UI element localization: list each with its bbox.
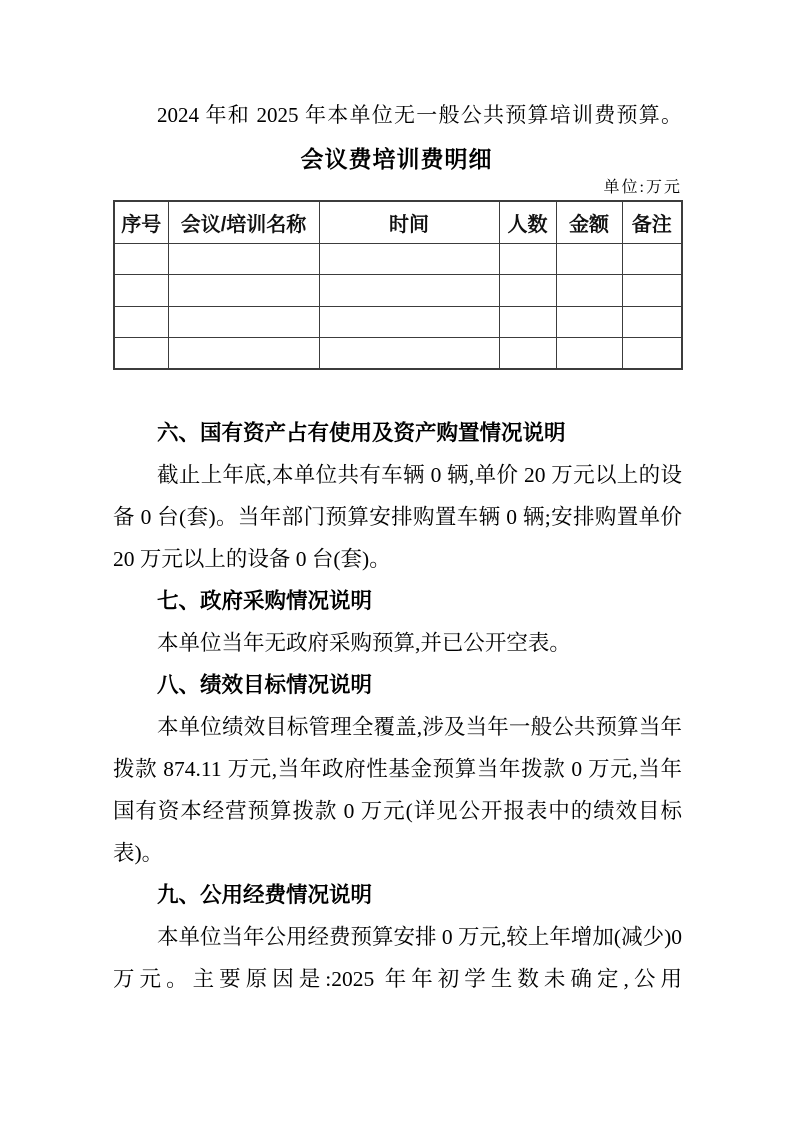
column-header-index: 序号 bbox=[114, 201, 168, 243]
table-cell bbox=[114, 306, 168, 338]
table-cell bbox=[556, 275, 622, 307]
table-cell bbox=[556, 306, 622, 338]
text-sections bbox=[113, 412, 682, 1000]
table-title: 会议费培训费明细 bbox=[300, 146, 493, 172]
section-heading-8: 八、绩效目标情况说明 bbox=[157, 673, 373, 697]
table-cell bbox=[168, 306, 319, 338]
table-cell bbox=[168, 275, 319, 307]
column-header-remarks: 备注 bbox=[622, 201, 682, 243]
section-heading-7: 七、政府采购情况说明 bbox=[157, 589, 373, 613]
table-cell bbox=[114, 243, 168, 275]
section-heading-9: 九、公用经费情况说明 bbox=[157, 883, 373, 907]
table-cell bbox=[319, 275, 499, 307]
table-cell bbox=[319, 338, 499, 370]
table-row bbox=[114, 275, 682, 307]
unit-note: 单位:万元 bbox=[603, 179, 682, 196]
column-header-time: 时间 bbox=[319, 201, 499, 243]
meeting-training-table bbox=[113, 200, 683, 370]
table-cell bbox=[622, 338, 682, 370]
table-cell bbox=[319, 243, 499, 275]
table-header-row bbox=[114, 201, 682, 243]
table-body bbox=[114, 243, 682, 369]
table-cell bbox=[556, 243, 622, 275]
table-cell bbox=[168, 338, 319, 370]
table-row bbox=[114, 243, 682, 275]
section-paragraph-6: 截止上年底,本单位共有车辆 0 辆,单价 20 万元以上的设备 0 台(套)。当年部门预算安排购置车辆 0 辆;安排购置单价 20 万元以上的设备 0 台(套)。 bbox=[113, 463, 682, 571]
table-cell bbox=[499, 306, 556, 338]
section-paragraph-8: 本单位绩效目标管理全覆盖,涉及当年一般公共预算当年拨款 874.11 万元,当年政府性基金预算当年拨款 0 万元,当年国有资本经营预算拨款 0 万元(详见公开报表中的绩效目标表)。 bbox=[113, 715, 682, 865]
table-cell bbox=[114, 338, 168, 370]
table-cell bbox=[499, 243, 556, 275]
table-cell bbox=[622, 275, 682, 307]
column-header-amount: 金额 bbox=[556, 201, 622, 243]
table-cell bbox=[319, 306, 499, 338]
section-heading-6: 六、国有资产占有使用及资产购置情况说明 bbox=[157, 421, 566, 445]
table-row bbox=[114, 338, 682, 370]
table-cell bbox=[499, 275, 556, 307]
table-row bbox=[114, 306, 682, 338]
table-cell bbox=[499, 338, 556, 370]
table-cell bbox=[114, 275, 168, 307]
table-cell bbox=[168, 243, 319, 275]
section-paragraph-7: 本单位当年无政府采购预算,并已公开空表。 bbox=[157, 631, 571, 655]
intro-paragraph: 2024 年和 2025 年本单位无一般公共预算培训费预算。 bbox=[157, 103, 682, 127]
table-cell bbox=[622, 306, 682, 338]
section-paragraph-9: 本单位当年公用经费预算安排 0 万元,较上年增加(减少)0 万元。主要原因是:2025 年年初学生数未确定,公用 bbox=[113, 925, 682, 991]
table-cell bbox=[556, 338, 622, 370]
column-header-name: 会议/培训名称 bbox=[168, 201, 319, 243]
table-cell bbox=[622, 243, 682, 275]
column-header-people: 人数 bbox=[499, 201, 556, 243]
